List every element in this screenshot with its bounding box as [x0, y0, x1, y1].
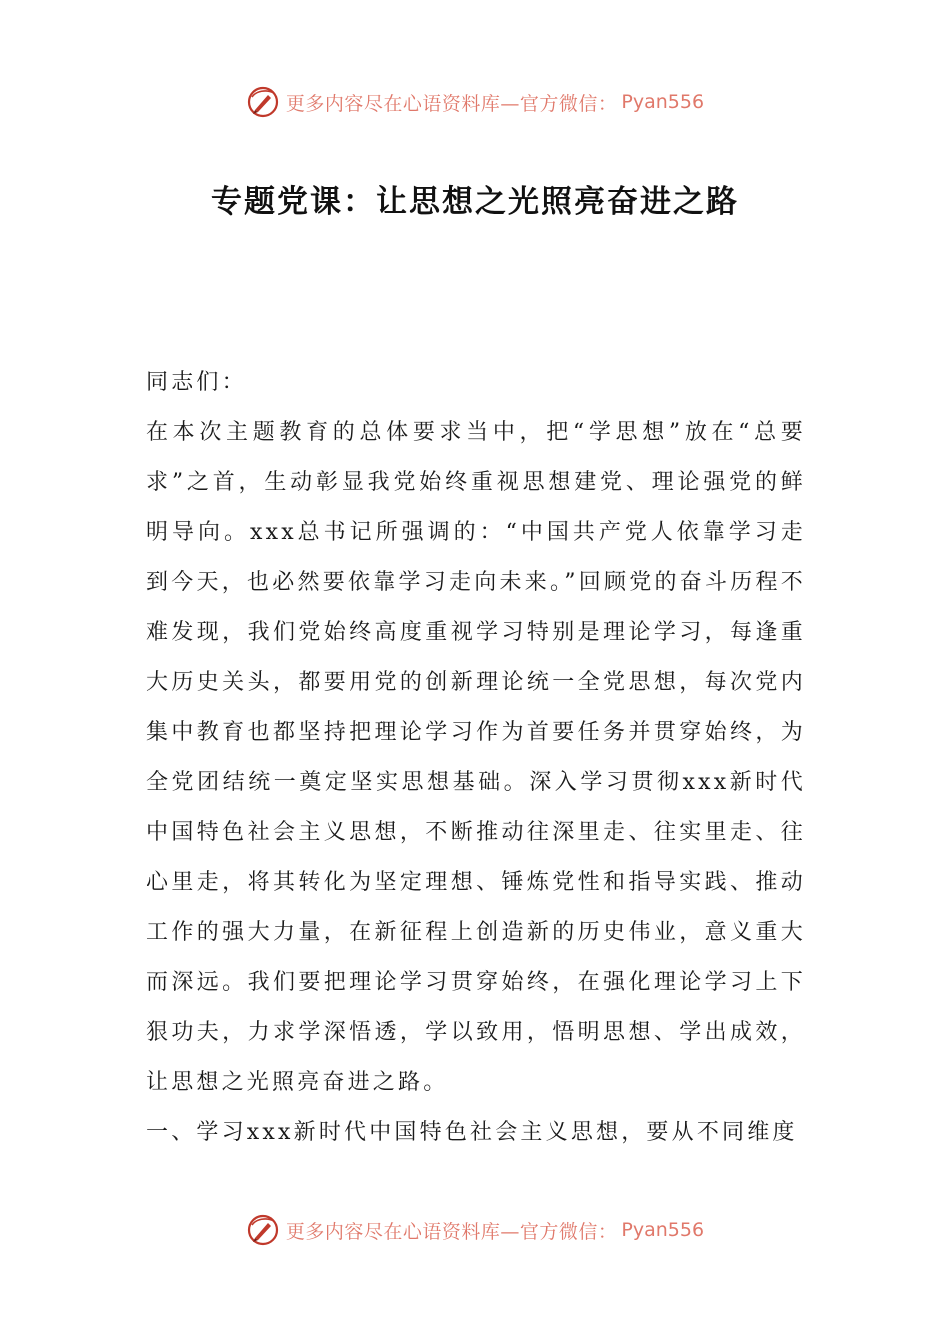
wechat-id: Pyan556: [621, 91, 705, 113]
paragraph: 在本次主题教育的总体要求当中，把“学思想”放在“总要求”之首，生动彰显我党始终重视思想建党、理论强党的鲜明导向。xxx总书记所强调的：“中国共产党人依靠学习走到今天，也必然要依靠学习走向未来。”回顾党的奋斗历程不难发现，我们党始终高度重视学习特别是理论学习，每逢重大历史关头，都要用党的创新理论统一全党思想，每次党内集中教育也都坚持把理论学习作为首要任务并贯穿始终，为全党团结统一奠定坚实思想基础。深入学习贯彻xxx新时代中国特色社会主义思想，不断推动往深里走、往实里走、往心里走，将其转化为坚定理想、锤炼党性和指导实践、推动工作的强大力量，在新征程上创造新的历史伟业，意义重大而深远。我们要把理论学习贯穿始终，在强化理论学习上下狠功夫，力求学深悟透，学以致用，悟明思想、学出成效，让思想之光照亮奋进之路。: [146, 420, 806, 1095]
salutation: 同志们：: [146, 370, 247, 395]
banner-text: 更多内容尽在心语资料库—官方微信：: [285, 1220, 618, 1243]
banner-text: 更多内容尽在心语资料库—官方微信：: [285, 92, 618, 115]
pen-logo-icon: [246, 85, 280, 119]
header-banner: [0, 82, 950, 122]
wechat-id: Pyan556: [621, 1219, 705, 1241]
section-heading: 一、学习xxx新时代中国特色社会主义思想，要从不同维度: [146, 1120, 798, 1145]
pen-logo-icon: [246, 1213, 280, 1247]
footer-banner: [0, 1210, 950, 1250]
document-title: 专题党课：让思想之光照亮奋进之路: [211, 184, 739, 220]
document-body: [146, 358, 806, 1158]
